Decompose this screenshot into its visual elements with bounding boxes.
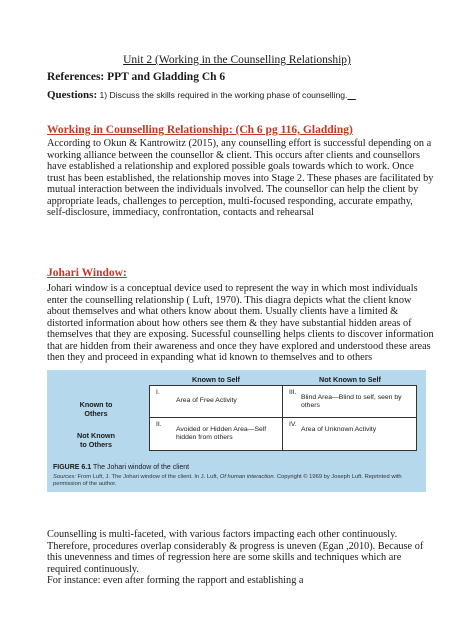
paragraph-line: trust has been established, the relationship moves into Stage 2. These phases are facilitated by: [47, 172, 434, 184]
row-header-line: Not Known: [77, 431, 115, 440]
paragraph-line: required continuously.: [47, 563, 139, 575]
paragraph-johari-window: [47, 283, 434, 364]
section-heading-working: Working in Counselling Relationship: (Ch 6 pg 116, Gladding): [47, 124, 353, 136]
figure-sources: [53, 474, 423, 489]
quadrant-label: Area of Free Activity: [176, 397, 237, 404]
paragraph-line: themselves that they are exposing. Sucessful counselling helps clients to discover information: [47, 329, 434, 340]
figure-caption: [53, 464, 189, 471]
quadrant-number: II.: [156, 421, 162, 428]
johari-window-figure: [47, 370, 426, 492]
figure-number: FIGURE 6.1: [53, 464, 92, 471]
quadrant-number: I.: [156, 389, 160, 396]
paragraph-line: working alliance between the counsellor & client. This occurs after clients and counsellors: [47, 149, 420, 161]
paragraph-line: enter the counselling relationship ( Luft, 1970). This diagra depicts what the client know: [47, 294, 412, 306]
quadrant-number: III.: [289, 389, 297, 396]
sources-book-title: Of human interaction.: [219, 474, 276, 480]
paragraph-line: For instance: even after forming the rapport and establishing a: [47, 575, 304, 586]
paragraph-line: distorted information about how others see them & they have substantial hidden areas of: [47, 317, 412, 329]
column-header-known-to-self: Known to Self: [192, 375, 240, 384]
quadrant-hidden-area: [150, 418, 283, 450]
quadrant-blind-area: [283, 386, 416, 418]
paragraph-line: that are hidden from their awareness and once they have explored and understood these areas: [47, 340, 431, 352]
paragraph-line: about themselves and what others know about them. Usually clients have a limited &: [47, 306, 399, 317]
quadrant-label: Avoided or Hidden Area—Self hidden from others: [176, 426, 267, 442]
paragraph-line: self-disclosure, immediacy, confrontation, contacts and rehearsal: [47, 207, 314, 218]
row-header-line: Known to: [79, 400, 113, 409]
quadrant-free-activity: [150, 386, 283, 418]
paragraph-line: According to Okun & Kantrowitz (2015), any counselling effort is successful depending on a: [47, 138, 432, 149]
quadrant-label: Blind Area—Blind to self, seen by others: [301, 394, 402, 410]
row-header-not-known-to-others: [50, 431, 142, 449]
questions-label: Questions:: [47, 89, 98, 101]
paragraph-working-relationship: [47, 138, 434, 219]
paragraph-line: appropriate leads, challenges to perception, multi-focused responding, accurate empathy,: [47, 195, 413, 207]
paragraph-line: mutual interaction between the individuals involved. The counsellor can help the client by: [47, 184, 419, 195]
column-header-not-known-to-self: Not Known to Self: [319, 375, 381, 384]
questions-line: [47, 89, 356, 101]
section-heading-johari: Johari Window:: [47, 267, 127, 279]
row-header-line: Others: [84, 409, 108, 418]
paragraph-line: Johari window is a conceptual device used to represent the way in which most individuals: [47, 283, 418, 294]
quadrant-label: Area of Unknown Activity: [301, 426, 377, 433]
sources-text: From Luft, J. The Johari window of the client. In J. Luft,: [75, 474, 220, 480]
figure-caption-text: The Johari window of the client: [91, 464, 190, 471]
paragraph-line: Counselling is multi-faceted, with various factors impacting each other continuously.: [47, 529, 398, 540]
quadrant-unknown-activity: [283, 418, 416, 450]
paragraph-line: Therefore, procedures overlap considerably & progress is uneven (Egan ,2010). Because of: [47, 540, 424, 552]
quadrant-number: IV.: [289, 421, 297, 428]
question-text: 1) Discuss the skills required in the working phase of counselling.: [97, 90, 348, 100]
references-line: References: PPT and Gladding Ch 6: [47, 71, 226, 83]
row-header-line: to Others: [80, 440, 112, 449]
paragraph-line: have established a relationship and explored possible goals towards which to work. Once: [47, 161, 414, 172]
paragraph-line: this unevenness and times of regression here are some skills and techniques which are: [47, 552, 402, 563]
unit-title: Unit 2 (Working in the Counselling Relationship): [123, 54, 351, 66]
row-header-known-to-others: [50, 400, 142, 418]
paragraph-multifaceted: [47, 529, 429, 587]
johari-grid: [149, 385, 417, 451]
paragraph-line: then they and proceed in expanding what id known to themselves and to others: [47, 352, 373, 363]
sources-rest: Copyright © 1969 by Joseph Luft. Reprinted with permission of the author.: [53, 474, 402, 488]
sources-label: Sources:: [53, 474, 76, 480]
question-tail: _: [347, 89, 356, 101]
